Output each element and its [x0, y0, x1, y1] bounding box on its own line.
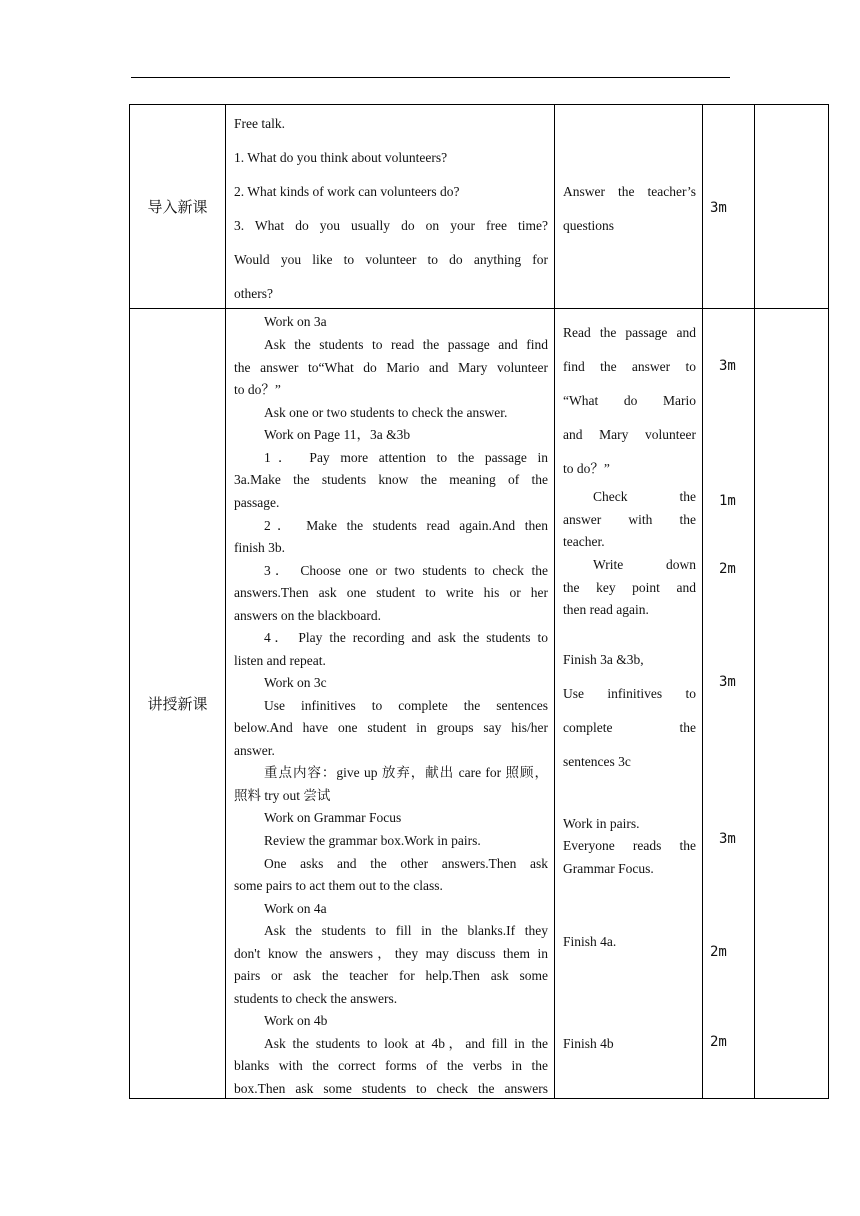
teacher-activity-line: 1. What do you think about volunteers? [234, 150, 448, 165]
teacher-activity-line: Work on Page 11，3a &3b [264, 427, 411, 442]
teacher-activity-line: passage. [234, 495, 280, 510]
note-cell [755, 309, 829, 1099]
teacher-activity-line: answers on the blackboard. [234, 608, 381, 623]
student-activity-line: find the answer to [563, 359, 696, 374]
teacher-activity-line: blanks with the correct forms of the verbs in the [234, 1058, 548, 1073]
student-activity-line: Work in pairs. [563, 816, 640, 831]
teacher-activity-line: some pairs to act them out to the class. [234, 878, 443, 893]
time-value: 3m [719, 674, 736, 690]
teacher-activity-line: Work on Grammar Focus [264, 810, 402, 825]
stage-cell [130, 105, 226, 309]
student-activity-line: sentences 3c [563, 754, 631, 769]
teacher-activity-line: 2． Make the students read again.And then [264, 518, 548, 533]
teacher-activity-line: Ask the students to look at 4b，and fill in the [264, 1036, 548, 1051]
student-activity-line: Everyone reads the [563, 838, 696, 853]
teacher-activity-line: pairs or ask the teacher for help.Then ask some [234, 968, 548, 983]
student-activity-line: Write down [593, 557, 696, 572]
teacher-activity-line: box.Then ask some students to check the answers [234, 1081, 548, 1096]
student-activity-line: questions [563, 218, 615, 233]
student-activity-line: Read the passage and [563, 325, 696, 340]
stage-cell [130, 309, 226, 1099]
teacher-activity-line: Work on 3a [264, 314, 327, 329]
student-activity-line: the key point and [563, 580, 696, 595]
teacher-activity-line: students to check the answers. [234, 991, 398, 1006]
teacher-activity-line: 3． Choose one or two students to check the [264, 563, 548, 578]
teacher-activity-line: Ask the students to fill in the blanks.If they [264, 923, 548, 938]
teacher-activity-line: finish 3b. [234, 540, 286, 555]
note-cell [755, 105, 829, 309]
teacher-activity-line: Review the grammar box.Work in pairs. [264, 833, 481, 848]
teacher-activity-line: Work on 4a [264, 901, 327, 916]
table-row [130, 105, 829, 309]
teacher-activity-line: Ask one or two students to check the answer. [264, 405, 508, 420]
teacher-activity-line: 照料 try out 尝试 [234, 788, 331, 803]
stage-label: 讲授新课 [147, 695, 208, 713]
teacher-activity-line: 4． Play the recording and ask the students to [264, 630, 548, 645]
student-activity-line: answer with the [563, 512, 696, 527]
student-activity-line: Finish 4a. [563, 934, 617, 949]
student-activity-line: Finish 3a &3b, [563, 652, 644, 667]
teacher-activity-cell [226, 309, 555, 1099]
teacher-activity-line: 重点内容：give up 放弃，献出 care for 照顾， [264, 765, 548, 780]
time-value: 2m [710, 1034, 727, 1050]
lesson-plan-table [129, 104, 829, 1099]
table-row [130, 309, 829, 1099]
teacher-activity-line: 1． Pay more attention to the passage in [264, 450, 548, 465]
teacher-activity-line: don't know the answers，they may discuss them in [234, 946, 548, 961]
header-rule [131, 77, 730, 78]
teacher-activity-line: 3. What do you usually do on your free time? [234, 218, 548, 233]
student-activity-line: teacher. [563, 534, 605, 549]
teacher-activity-line: Use infinitives to complete the sentences [264, 698, 548, 713]
teacher-activity-line: listen and repeat. [234, 653, 326, 668]
teacher-activity-line: others? [234, 286, 273, 301]
student-activity-cell [555, 309, 703, 1099]
teacher-activity-line: to do？” [234, 382, 281, 397]
student-activity-line: Finish 4b [563, 1036, 614, 1051]
student-activity-line: and Mary volunteer [563, 427, 696, 442]
time-value: 3m [719, 358, 736, 374]
time-value: 2m [719, 561, 736, 577]
teacher-activity-line: answers.Then ask one student to write his or her [234, 585, 548, 600]
teacher-activity-line: Work on 3c [264, 675, 327, 690]
time-value: 1m [719, 493, 736, 509]
time-value: 2m [710, 944, 727, 960]
student-activity-line: Use infinitives to [563, 686, 696, 701]
student-activity-line: Grammar Focus. [563, 861, 654, 876]
stage-label: 导入新课 [147, 198, 208, 216]
teacher-activity-line: 2. What kinds of work can volunteers do? [234, 184, 460, 199]
time-value: 3m [710, 200, 727, 216]
time-value: 3m [719, 831, 736, 847]
teacher-activity-line: answer. [234, 743, 275, 758]
student-activity-line: then read again. [563, 602, 649, 617]
student-activity-line: complete the [563, 720, 696, 735]
teacher-activity-line: One asks and the other answers.Then ask [264, 856, 548, 871]
time-cell [703, 105, 755, 309]
student-activity-cell [555, 105, 703, 309]
teacher-activity-line: Would you like to volunteer to do anything for [234, 252, 548, 267]
student-activity-line: to do？” [563, 461, 610, 476]
teacher-activity-line: Free talk. [234, 116, 285, 131]
teacher-activity-line: below.And have one student in groups say his/her [234, 720, 548, 735]
teacher-activity-line: Work on 4b [264, 1013, 328, 1028]
teacher-activity-line: Ask the students to read the passage and find [264, 337, 548, 352]
teacher-activity-cell [226, 105, 555, 309]
teacher-activity-line: the answer to“What do Mario and Mary volunteer [234, 360, 548, 375]
time-cell [703, 309, 755, 1099]
student-activity-line: “What do Mario [563, 393, 696, 408]
student-activity-line: Answer the teacher’s [563, 184, 696, 199]
student-activity-line: Check the [593, 489, 696, 504]
teacher-activity-line: 3a.Make the students know the meaning of the [234, 472, 548, 487]
